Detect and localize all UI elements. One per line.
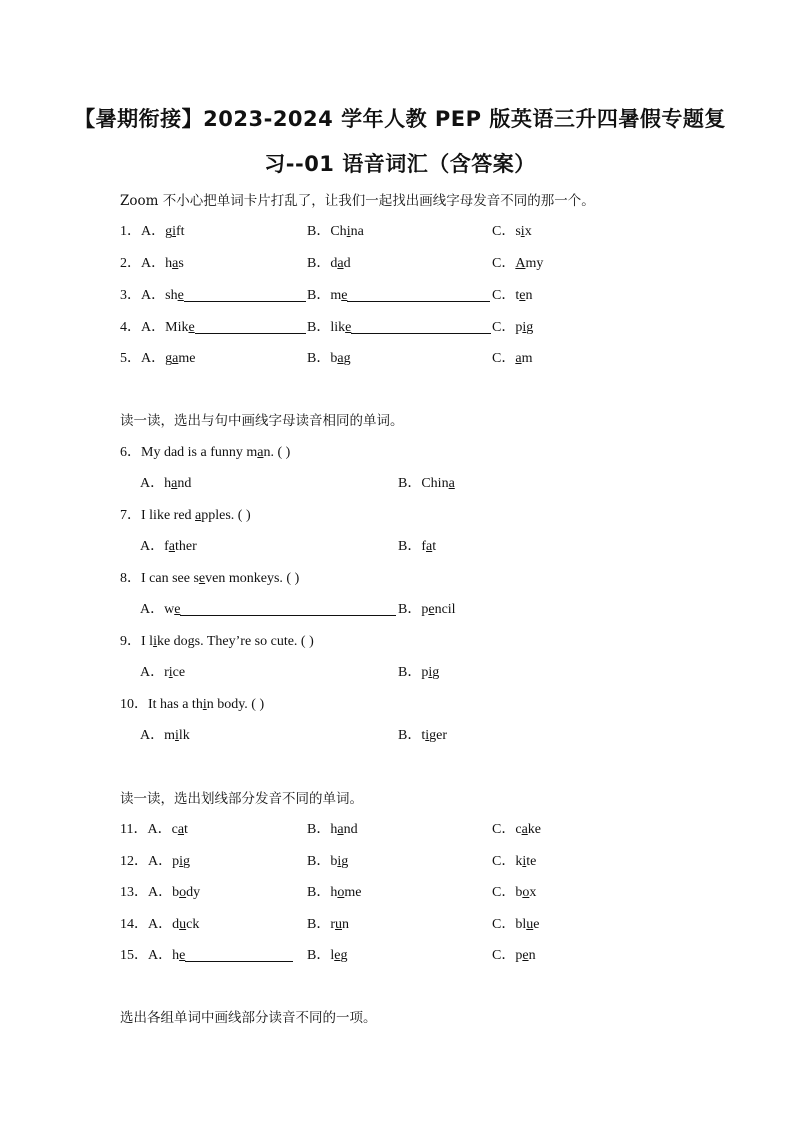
option-a: A．hand [140, 476, 192, 491]
option-a: A．we [140, 598, 396, 618]
question-text: 6．My dad is a funny man. ( ) [120, 445, 291, 460]
option-b: B．fat [398, 539, 437, 554]
option-b: B．pig [398, 665, 440, 680]
question-text: 9．I like dogs. They’re so cute. ( ) [120, 634, 314, 649]
section-2-instruction: 读一读，选出与句中画线字母读音相同的单词。 [120, 413, 404, 429]
option-b: B．tiger [398, 728, 448, 743]
option-b: B．pencil [398, 602, 456, 617]
section-4-instruction: 选出各组单词中画线部分读音不同的一项。 [120, 1010, 377, 1026]
question-text: 10．It has a thin body. ( ) [120, 697, 265, 712]
option-a: A．father [140, 539, 197, 554]
section-1-instruction: Zoom 不小心把单词卡片打乱了，让我们一起找出画线字母发音不同的那一个。 [120, 193, 595, 209]
option-a: A．rice [140, 665, 186, 680]
section-3-instruction: 读一读，选出划线部分发音不同的单词。 [120, 791, 363, 807]
option-a: A．milk [140, 728, 190, 743]
question-text: 7．I like red apples. ( ) [120, 508, 251, 523]
question-text: 8．I can see seven monkeys. ( ) [120, 571, 300, 586]
document-page: 【暑期衔接】2023-2024 学年人教 PEP 版英语三升四暑假专题复 习--01 语音词汇（含答案） Zoom 不小心把单词卡片打乱了，让我们一起找出画线字母发音不同的那一个。 1．A．gift B．China C．six 2．A．has B．dad C．Amy 3．A．she B．me C．ten 4．A．Mike B．like C．pig 5．A．game B．bag C．am 读一读，选出与句中画线字母读音相同的单词。 6．My dad is a funny man. ( ) A．hand B．China 7．I like red apples. ( ) A．father B．fat 8．I can see seven monkeys. ( ) A．we B．pencil 9．I like dogs. They’re so cute. ( ) A．rice B．pig 10．It has a thin body. ( ) A．milk B．tiger 读一读，选出划线部分发音不同的单词。 11．A．cat B．hand C．cake 12．A．pig B．big C．kite 13．A．body B．home C．box 14．A．duck B．run C．blue 15．A．he B．leg C．pen 选出各组单词中画线部分读音不同的一项。 [0, 0, 800, 1131]
option-b: B．China [398, 476, 455, 491]
title-line-2: 习--01 语音词汇（含答案） [264, 152, 536, 176]
title-line-1: 【暑期衔接】2023-2024 学年人教 PEP 版英语三升四暑假专题复 [74, 107, 726, 131]
